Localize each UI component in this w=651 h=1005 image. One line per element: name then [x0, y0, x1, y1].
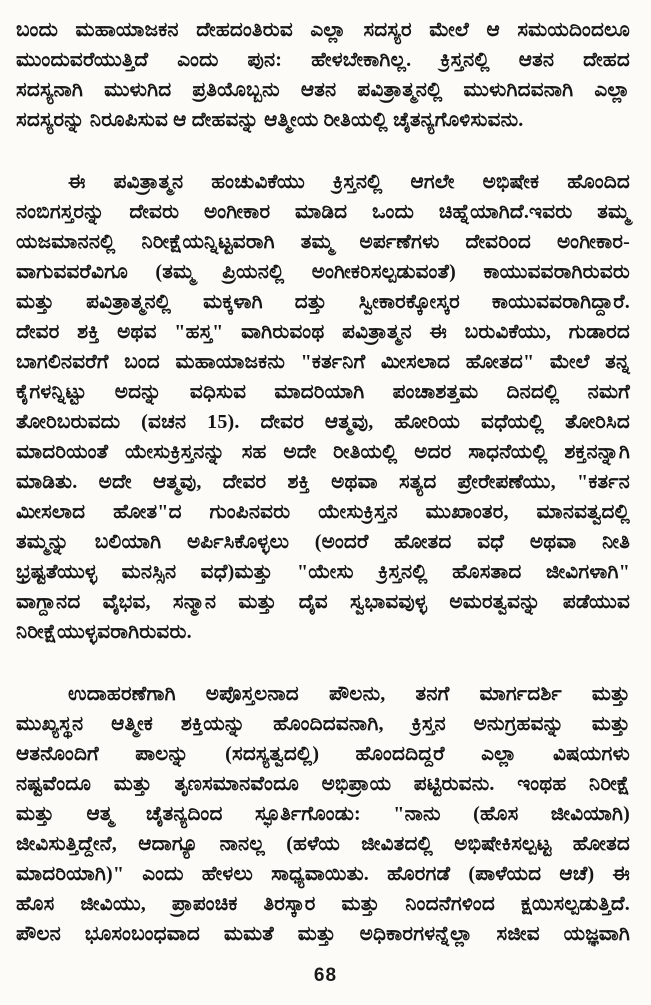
text-line: ಮುಖ್ಯಸ್ಥನ ಆತ್ಮೀಕ ಶಕ್ತಿಯನ್ನು ಹೊಂದಿದವನಾಗಿ, ಕ್ರಿಸ್ತನ ಅನುಗ್ರಹವನ್ನು ಮತ್ತು: [16, 713, 630, 735]
paragraph-3: [16, 679, 630, 949]
text-line: ನಿರೀಕ್ಷೆಯುಳ್ಳವರಾಗಿರುವರು.: [16, 621, 192, 643]
text-line: ಹೊಸ ಜೀವಿಯು, ಪ್ರಾಪಂಚಿಕ ತಿರಸ್ಕಾರ ಮತ್ತು ನಿಂದನೆಗಳಿಂದ ಕ್ಷಯಿಸಲ್ಪಡುತ್ತಿದೆ.: [16, 893, 630, 915]
text-line: ಮಾದರಿಯಂತೆ ಯೇಸುಕ್ರಿಸ್ತನನ್ನು ಸಹ ಅದೇ ರೀತಿಯಲ್ಲಿ ಅದರ ಸಾಧನೆಯಲ್ಲಿ ಶಕ್ತನನ್ನಾಗಿ: [16, 441, 630, 463]
text-line: ವಾಗುವವರೆವಿಗೂ (ತಮ್ಮ ಪ್ರಿಯನಲ್ಲಿ ಅಂಗೀಕರಿಸಲ್ಪಡುವಂತೆ) ಕಾಯುವವರಾಗಿರುವರು: [16, 261, 630, 283]
paragraph-1: [16, 15, 630, 135]
text-line: ಮಾಡಿತು. ಅದೇ ಆತ್ಮವು, ದೇವರ ಶಕ್ತಿ ಅಥವಾ ಸತ್ಯದ ಪ್ರೇರೇಪಣೆಯು, "ಕರ್ತನ: [16, 471, 630, 493]
page-footer: [0, 964, 651, 987]
text-line: ಮತ್ತು ಪವಿತ್ರಾತ್ಮನಲ್ಲಿ ಮಕ್ಕಳಾಗಿ ದತ್ತು ಸ್ವೀಕಾರಕ್ಕೋಸ್ಕರ ಕಾಯುವವರಾಗಿದ್ದಾರೆ.: [16, 291, 630, 313]
text-line: ಬಾಗಲಿನವರೆಗೆ ಬಂದ ಮಹಾಯಾಜಕನು "ಕರ್ತನಿಗೆ ಮೀಸಲಾದ ಹೋತದ" ಮೇಲೆ ತನ್ನ: [16, 351, 630, 373]
text-line: ಯಜಮಾನನಲ್ಲಿ ನಿರೀಕ್ಷೆಯನ್ನಿಟ್ಟವರಾಗಿ ತಮ್ಮ ಅರ್ಪಣೆಗಳು ದೇವರಿಂದ ಅಂಗೀಕಾರ-: [16, 231, 630, 253]
text-line: ಭ್ರಷ್ಟತೆಯುಳ್ಳ ಮನಸ್ಸಿನ ವಧೆ)ಮತ್ತು "ಯೇಸು ಕ್ರಿಸ್ತನಲ್ಲಿ ಹೊಸತಾದ ಜೀವಿಗಳಾಗಿ": [16, 561, 630, 583]
page-number: 68: [313, 965, 338, 986]
text-line: ಪೌಲನ ಭೂಸಂಬಂಧವಾದ ಮಮತೆ ಮತ್ತು ಅಧಿಕಾರಗಳನ್ನೆಲ್ಲಾ ಸಜೀವ ಯಜ್ಞವಾಗಿ: [16, 923, 630, 945]
text-line: ತೋರಿಬರುವದು (ವಚನ 15). ದೇವರ ಆತ್ಮವು, ಹೋರಿಯ ವಧೆಯಲ್ಲಿ ತೋರಿಸಿದ: [16, 411, 630, 433]
text-line: ಸದಸ್ಯನಾಗಿ ಮುಳುಗಿದ ಪ್ರತಿಯೊಬ್ಬನು ಆತನ ಪವಿತ್ರಾತ್ಮನಲ್ಲಿ ಮುಳುಗಿದವನಾಗಿ ಎಲ್ಲಾ: [16, 79, 630, 101]
text-line: ಮತ್ತು ಆತ್ಮ ಚೈತನ್ಯದಿಂದ ಸ್ಫೂರ್ತಿಗೊಂಡು: "ನಾನು (ಹೊಸ ಜೀವಿಯಾಗಿ): [16, 803, 630, 825]
text-line: ಬಂದು ಮಹಾಯಾಜಕನ ದೇಹದಂತಿರುವ ಎಲ್ಲಾ ಸದಸ್ಯರ ಮೇಲೆ ಆ ಸಮಯದಿಂದಲೂ: [16, 19, 630, 41]
page-body: [16, 15, 630, 949]
text-line: ದೇವರ ಶಕ್ತಿ ಅಥವ "ಹಸ್ತ" ವಾಗಿರುವಂಥ ಪವಿತ್ರಾತ್ಮನ ಈ ಬರುವಿಕೆಯು, ಗುಡಾರದ: [16, 321, 630, 343]
text-line: ಕೈಗಳನ್ನಿಟ್ಟು ಅದನ್ನು ವಧಿಸುವ ಮಾದರಿಯಾಗಿ ಪಂಚಾಶತ್ತಮ ದಿನದಲ್ಲಿ ನಮಗೆ: [16, 381, 630, 403]
text-line: ನಂಬಿಗಸ್ತರನ್ನು ದೇವರು ಅಂಗೀಕಾರ ಮಾಡಿದ ಒಂದು ಚಿಹ್ನೆಯಾಗಿದೆ.ಇವರು ತಮ್ಮ: [16, 201, 630, 223]
text-line: ವಾಗ್ದಾನದ ವೈಭವ, ಸನ್ಮಾನ ಮತ್ತು ದೈವ ಸ್ವಭಾವವುಳ್ಳ ಅಮರತ್ವವನ್ನು ಪಡೆಯುವ: [16, 591, 630, 613]
text-line: ಸದಸ್ಯರನ್ನು ನಿರೂಪಿಸುವ ಆ ದೇಹವನ್ನು ಆತ್ಮೀಯ ರೀತಿಯಲ್ಲಿ ಚೈತನ್ಯಗೊಳಿಸುವನು.: [16, 109, 524, 131]
text-line: ಮಾದರಿಯಾಗಿ)" ಎಂದು ಹೇಳಲು ಸಾಧ್ಯವಾಯಿತು. ಹೊರಗಡೆ (ಪಾಳೆಯದ ಆಚೆ) ಈ: [16, 863, 630, 885]
text-line: ಈ ಪವಿತ್ರಾತ್ಮನ ಹಂಚುವಿಕೆಯು ಕ್ರಿಸ್ತನಲ್ಲಿ ಆಗಲೇ ಅಭಿಷೇಕ ಹೊಂದಿದ: [68, 171, 630, 193]
text-line: ತಮ್ಮನ್ನು ಬಲಿಯಾಗಿ ಅರ್ಪಿಸಿಕೊಳ್ಳಲು (ಅಂದರೆ ಹೋತದ ವಧೆ ಅಥವಾ ನೀತಿ: [16, 531, 630, 553]
text-line: ಉದಾಹರಣೆಗಾಗಿ ಅಪೊಸ್ತಲನಾದ ಪೌಲನು, ತನಗೆ ಮಾರ್ಗದರ್ಶಿ ಮತ್ತು: [68, 683, 630, 705]
paragraph-2: [16, 167, 630, 647]
text-line: ನಷ್ಟವೆಂದೂ ಮತ್ತು ತೃಣಸಮಾನವೆಂದೂ ಅಭಿಪ್ರಾಯ ಪಟ್ಟಿರುವನು. ಇಂಥಹ ನಿರೀಕ್ಷೆ: [16, 773, 630, 795]
text-line: ಮೀಸಲಾದ ಹೋತ"ದ ಗುಂಪಿನವರು ಯೇಸುಕ್ರಿಸ್ತನ ಮುಖಾಂತರ, ಮಾನವತ್ವದಲ್ಲಿ: [16, 501, 630, 523]
text-line: ಆತನೊಂದಿಗೆ ಪಾಲನ್ನು (ಸದಸ್ಯತ್ವದಲ್ಲಿ) ಹೊಂದದಿದ್ದರೆ ಎಲ್ಲಾ ವಿಷಯಗಳು: [16, 743, 630, 765]
text-line: ಮುಂದುವರೆಯುತ್ತಿದೆ ಎಂದು ಪುನ: ಹೇಳಬೇಕಾಗಿಲ್ಲ. ಕ್ರಿಸ್ತನಲ್ಲಿ ಆತನ ದೇಹದ: [16, 49, 630, 71]
text-line: ಜೀವಿಸುತ್ತಿದ್ದೇನೆ, ಆದಾಗ್ಯೂ ನಾನಲ್ಲ (ಹಳೆಯ ಜೀವಿತದಲ್ಲಿ ಅಭಿಷೇಕಿಸಲ್ಪಟ್ಟ ಹೋತದ: [16, 833, 630, 855]
